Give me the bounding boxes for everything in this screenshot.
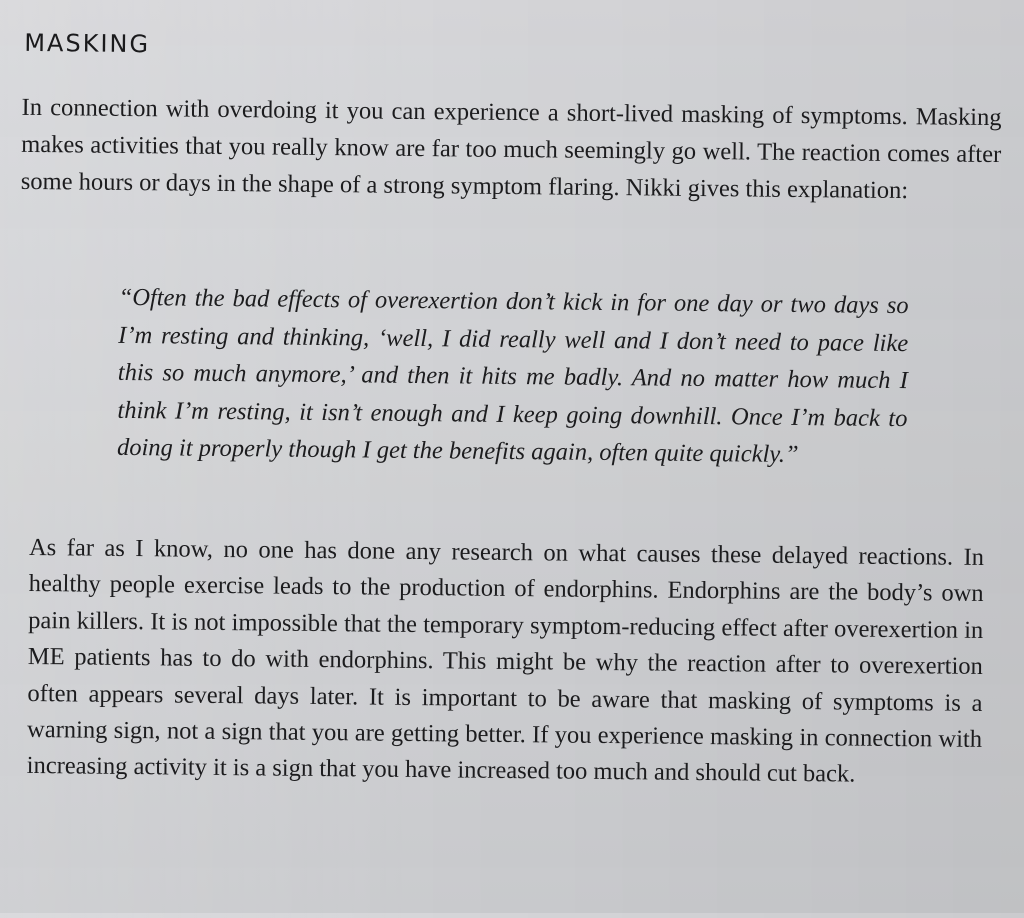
intro-paragraph: In connection with overdoing it you can experience a short-lived masking of symptoms. Masking makes activities that you really know are far too much seemingly go well. The reaction comes after some hours or days in the shape of a strong symptom flaring. Nikki gives this explanation: [20,93,1002,205]
block-quote: “Often the bad effects of overexertion don’t kick in for one day or two days so I’m resting and thinking, ‘well, I did really well and I don’t need to pace like this so much anymore,’ and then it hits me badly. And no matter how much I think I’m resting, it isn’t enough and I keep going downhill. Once I’m back to doing it properly though I get the benefits again, often quite quickly.” [116,283,909,469]
body-paragraph: As far as I know, no one has done any research on what causes these delayed reactions. In healthy people exercise leads to the production of endorphins. Endorphins are the body’s own pain killers. It is not impossible that the temporary symptom-reducing effect after overexertion in ME patients has to do with endorphins. This might be why the reaction after to overexertion often appears several days later. It is important to be aware that masking of symptoms is a warning sign, not a sign that you are getting better. If you experience masking in connection with increasing activity it is a sign that you have increased too much and should cut back. [26,533,985,789]
section-heading: MASKING [24,28,151,59]
